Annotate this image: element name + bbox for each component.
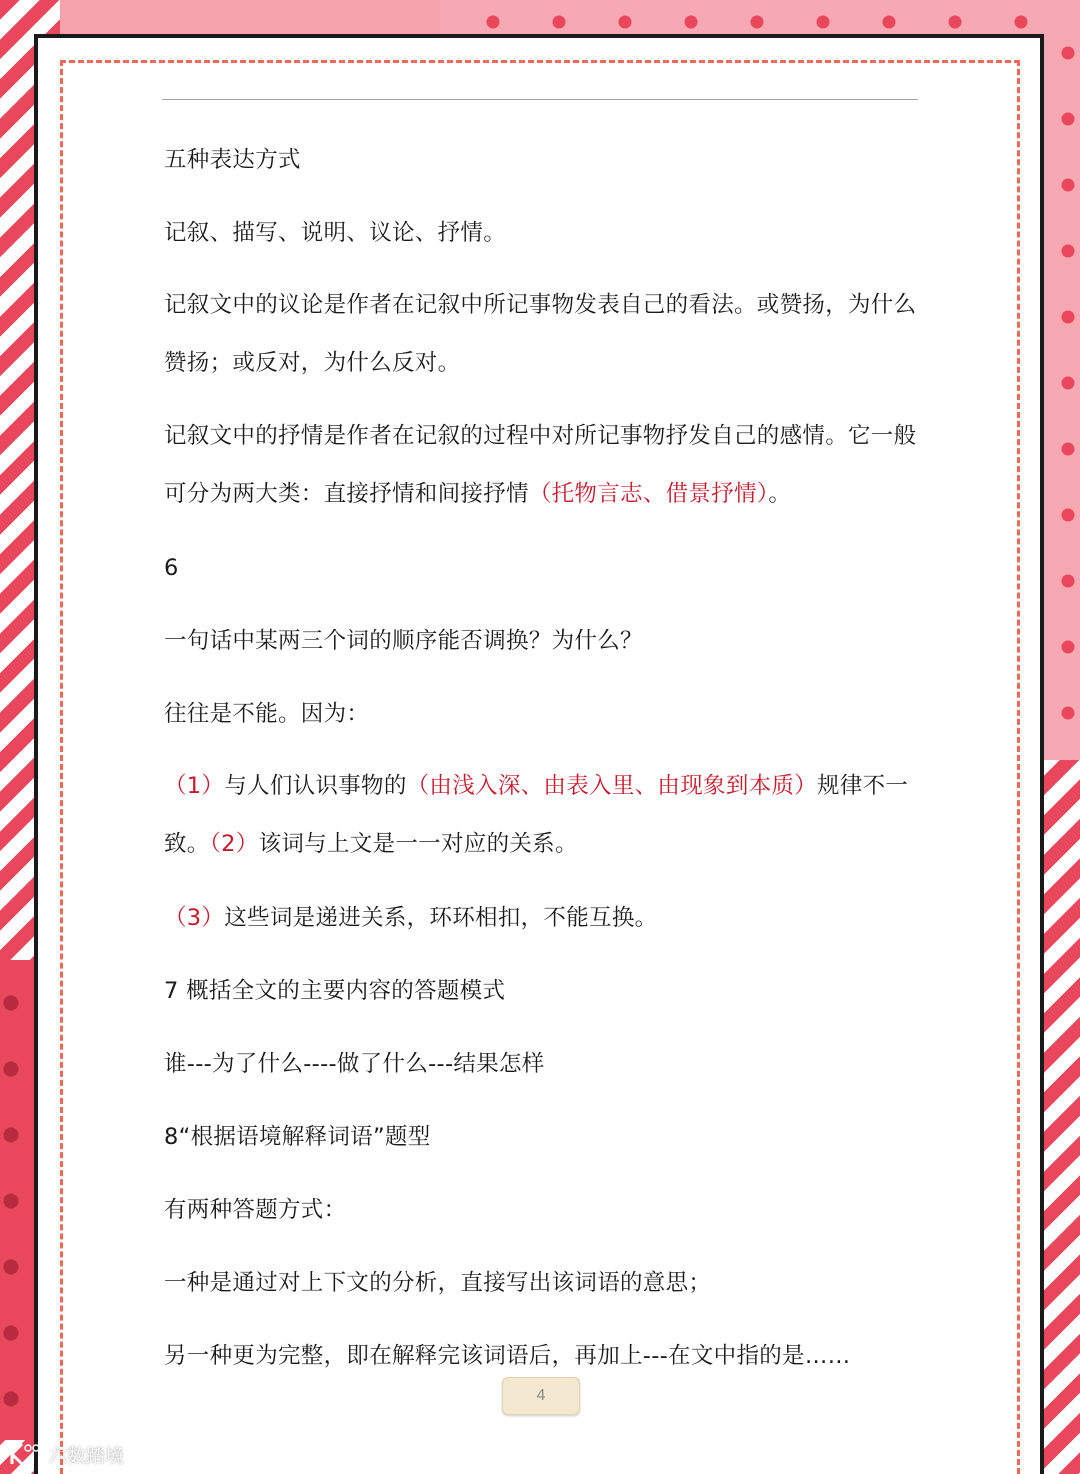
watermark <box>8 1438 124 1470</box>
highlight-text: （2） <box>209 831 259 857</box>
paragraph <box>164 757 924 873</box>
body-text: 记叙、描写、说明、议论、抒情。 <box>164 220 507 246</box>
paragraph <box>164 684 924 744</box>
body-text: 有两种答题方式： <box>164 1197 347 1223</box>
body-text: 与人们认识事物的 <box>224 773 407 799</box>
page-number: 4 <box>502 1377 580 1415</box>
paragraph <box>164 1107 924 1167</box>
k100-logo-icon <box>8 1441 44 1467</box>
body-text: 6 <box>164 555 179 581</box>
background-dots-left <box>0 960 34 1440</box>
paragraph <box>164 130 924 190</box>
paragraph <box>164 888 924 948</box>
paragraph <box>164 1180 924 1240</box>
body-text: 这些词是递进关系，环环相扣，不能互换。 <box>224 905 658 931</box>
paragraph <box>164 276 924 392</box>
body-text: 记叙文中的抒情是作者在记叙的过程中对所记事物抒发自己的感情。它一般可分为两大类：直接抒情和间接抒情 <box>164 423 917 507</box>
top-divider <box>162 99 918 100</box>
highlight-text: （3） <box>164 905 225 931</box>
body-text: 五种表达方式 <box>164 147 301 173</box>
paragraph <box>164 1253 924 1313</box>
highlight-text: （1） <box>164 773 225 799</box>
watermark-text: 六数踏境 <box>48 1444 125 1467</box>
background-dots-right <box>1044 0 1080 760</box>
body-text: 一句话中某两三个词的顺序能否调换？为什么？ <box>164 628 643 654</box>
body-text: 规律不一致。 <box>164 773 909 857</box>
body-text: 记叙文中的议论是作者在记叙中所记事物发表自己的看法。或赞扬，为什么赞扬；或反对，为什么反对。 <box>164 292 917 376</box>
body-text: 7 概括全文的主要内容的答题模式 <box>164 978 506 1004</box>
body-text: 8“根据语境解释词语”题型 <box>164 1124 431 1150</box>
body-text: 谁---为了什么----做了什么---结果怎样 <box>164 1051 545 1077</box>
article-body <box>164 130 924 1399</box>
paragraph <box>164 203 924 263</box>
body-text: 一种是通过对上下文的分析，直接写出该词语的意思； <box>164 1270 712 1296</box>
highlight-text: （由浅入深、由表入里、由现象到本质） <box>406 773 818 799</box>
paragraph <box>164 1034 924 1094</box>
paragraph <box>164 538 924 598</box>
body-text: 。 <box>768 481 792 507</box>
paragraph <box>164 407 924 523</box>
paragraph <box>164 961 924 1021</box>
body-text: 另一种更为完整，即在解释完该词语后，再加上---在文中指的是…… <box>164 1343 851 1369</box>
highlight-text: （托物言志、借景抒情） <box>528 481 769 507</box>
paragraph <box>164 611 924 671</box>
body-text: 该词与上文是一一对应的关系。 <box>258 831 578 857</box>
body-text: 往往是不能。因为： <box>164 701 370 727</box>
